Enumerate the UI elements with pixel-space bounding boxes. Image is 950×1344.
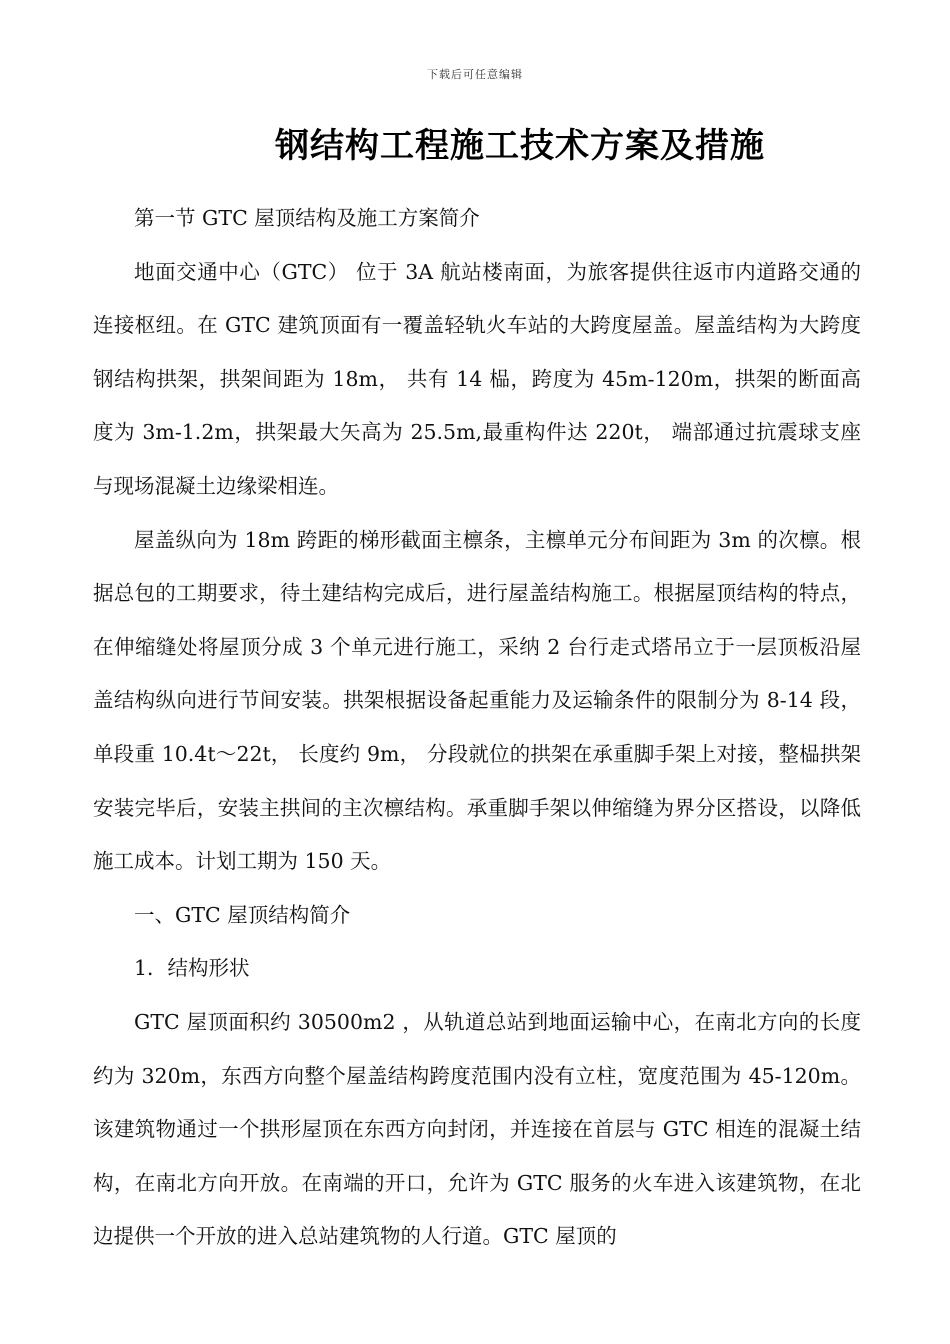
section-heading: 第一节 GTC 屋顶结构及施工方案简介: [134, 206, 480, 230]
subheading-structure-shape: 1．结构形状: [134, 956, 250, 981]
header-note: 下载后可任意编辑: [427, 68, 523, 81]
paragraph-roof-area: GTC 屋顶面积约 30500m2 ，从轨道总站到地面运输中心，在南北方向的长度约为 320m，东西方向整个屋盖结构跨度范围内没有立柱，宽度范围为 45-120m。该建筑物通过一个拱形屋顶在东西方向封闭，并连接在首层与 GTC 相连的混凝土结构，在南北方向开放。在南端的开口，允许为 GTC 服务的火车进入该建筑物，在北边提供一个开放的进入总站建筑物的人行道。GTC 屋顶的: [93, 1009, 861, 1249]
paragraph-roof-construction: 屋盖纵向为 18m 跨距的梯形截面主檩条，主檩单元分布间距为 3m 的次檩。根据总包的工期要求，待土建结构完成后，进行屋盖结构施工。根据屋顶结构的特点，在伸缩缝处将屋顶分成 3 个单元进行施工，采纳 2 台行走式塔吊立于一层顶板沿屋盖结构纵向进行节间安装。拱架根据设备起重能力及运输条件的限制分为 8-14 段，单段重 10.4t～22t， 长度约 9m， 分段就位的拱架在承重脚手架上对接，整榀拱架安装完毕后，安装主拱间的主次檩结构。承重脚手架以伸缩缝为界分区搭设，以降低施工成本。计划工期为 150 天。: [93, 527, 861, 874]
subheading-roof-structure: 一、GTC 屋顶结构简介: [134, 902, 351, 927]
paragraph-gtc-location: 地面交通中心（GTC） 位于 3A 航站楼南面，为旅客提供往返市内道路交通的连接枢纽。在 GTC 建筑顶面有一覆盖轻轨火车站的大跨度屋盖。屋盖结构为大跨度钢结构拱架，拱架间距为 18m， 共有 14 榀，跨度为 45m-120m，拱架的断面高度为 3m-1.2m，拱架最大矢高为 25.5m,最重构件达 220t， 端部通过抗震球支座与现场混凝土边缘梁相连。: [93, 259, 861, 498]
document-body: [93, 192, 861, 1264]
document-title: 钢结构工程施工技术方案及措施: [275, 126, 765, 166]
